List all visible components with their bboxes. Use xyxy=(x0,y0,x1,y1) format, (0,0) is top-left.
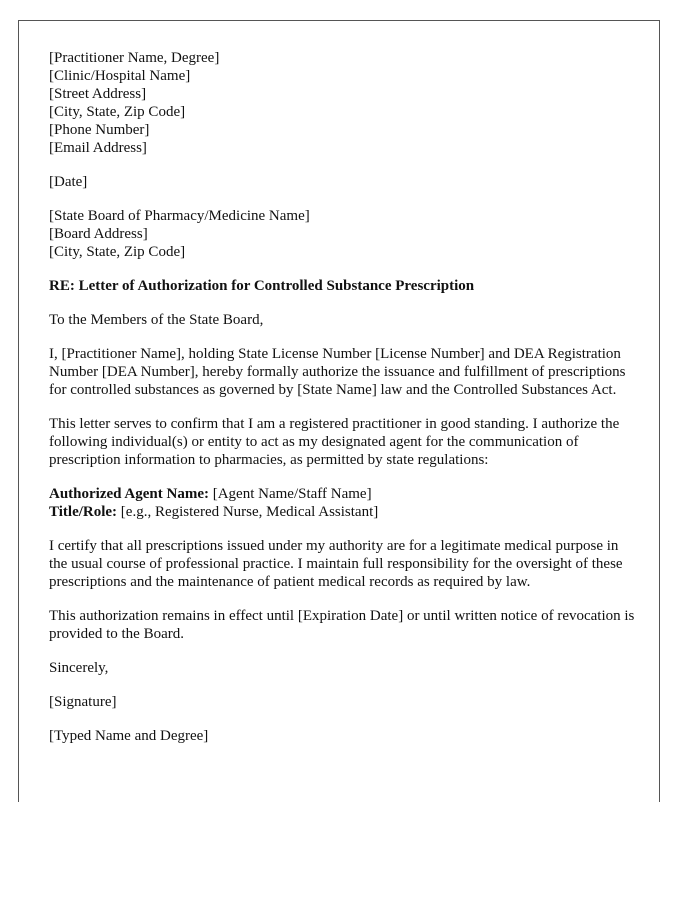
body-paragraph: I certify that all prescriptions issued under my authority are for a legitimate medical purpose in the usual course of professional practice. I maintain full responsibility for the oversight of these prescriptions and the maintenance of patient medical records as required by law. xyxy=(49,538,623,590)
sender-line: [Email Address] xyxy=(49,140,147,156)
agent-title-label: Title/Role: xyxy=(49,504,118,520)
body-paragraph: This letter serves to confirm that I am a registered practitioner in good standing. I authorize the following individual(s) or entity to act as my designated agent for the communication of prescription information to pharmacies, as permitted by state regulations: xyxy=(49,416,620,468)
sender-line: [Street Address] xyxy=(49,86,147,102)
recipient-line: [State Board of Pharmacy/Medicine Name] xyxy=(49,208,310,224)
recipient-line: [City, State, Zip Code] xyxy=(49,244,186,260)
letter-body xyxy=(49,49,639,745)
body-paragraph: This authorization remains in effect until [Expiration Date] or until written notice of revocation is provided to the Board. xyxy=(49,608,635,642)
letter-date: [Date] xyxy=(49,174,88,190)
agent-title-row xyxy=(49,503,639,521)
sender-line: [City, State, Zip Code] xyxy=(49,104,186,120)
signature-placeholder: [Signature] xyxy=(49,694,117,710)
typed-name: [Typed Name and Degree] xyxy=(49,728,209,744)
sender-line: [Phone Number] xyxy=(49,122,150,138)
agent-name-label: Authorized Agent Name: xyxy=(49,486,209,502)
letter-page xyxy=(18,20,660,802)
agent-name-row xyxy=(49,485,639,503)
sender-line: [Clinic/Hospital Name] xyxy=(49,68,191,84)
sender-line: [Practitioner Name, Degree] xyxy=(49,50,220,66)
body-paragraph: I, [Practitioner Name], holding State License Number [License Number] and DEA Registration Number [DEA Number], hereby formally authorize the issuance and fulfillment of prescriptions for controlled substances as governed by [State Name] law and the Controlled Substances Act. xyxy=(49,346,626,398)
agent-details xyxy=(49,485,639,521)
salutation: To the Members of the State Board, xyxy=(49,312,264,328)
agent-title-value: [e.g., Registered Nurse, Medical Assistant] xyxy=(117,504,379,520)
sender-address xyxy=(49,49,639,157)
recipient-line: [Board Address] xyxy=(49,226,148,242)
subject-line: RE: Letter of Authorization for Controlled Substance Prescription xyxy=(49,278,475,294)
agent-name-value: [Agent Name/Staff Name] xyxy=(208,486,372,502)
recipient-address xyxy=(49,207,639,261)
closing: Sincerely, xyxy=(49,660,109,676)
